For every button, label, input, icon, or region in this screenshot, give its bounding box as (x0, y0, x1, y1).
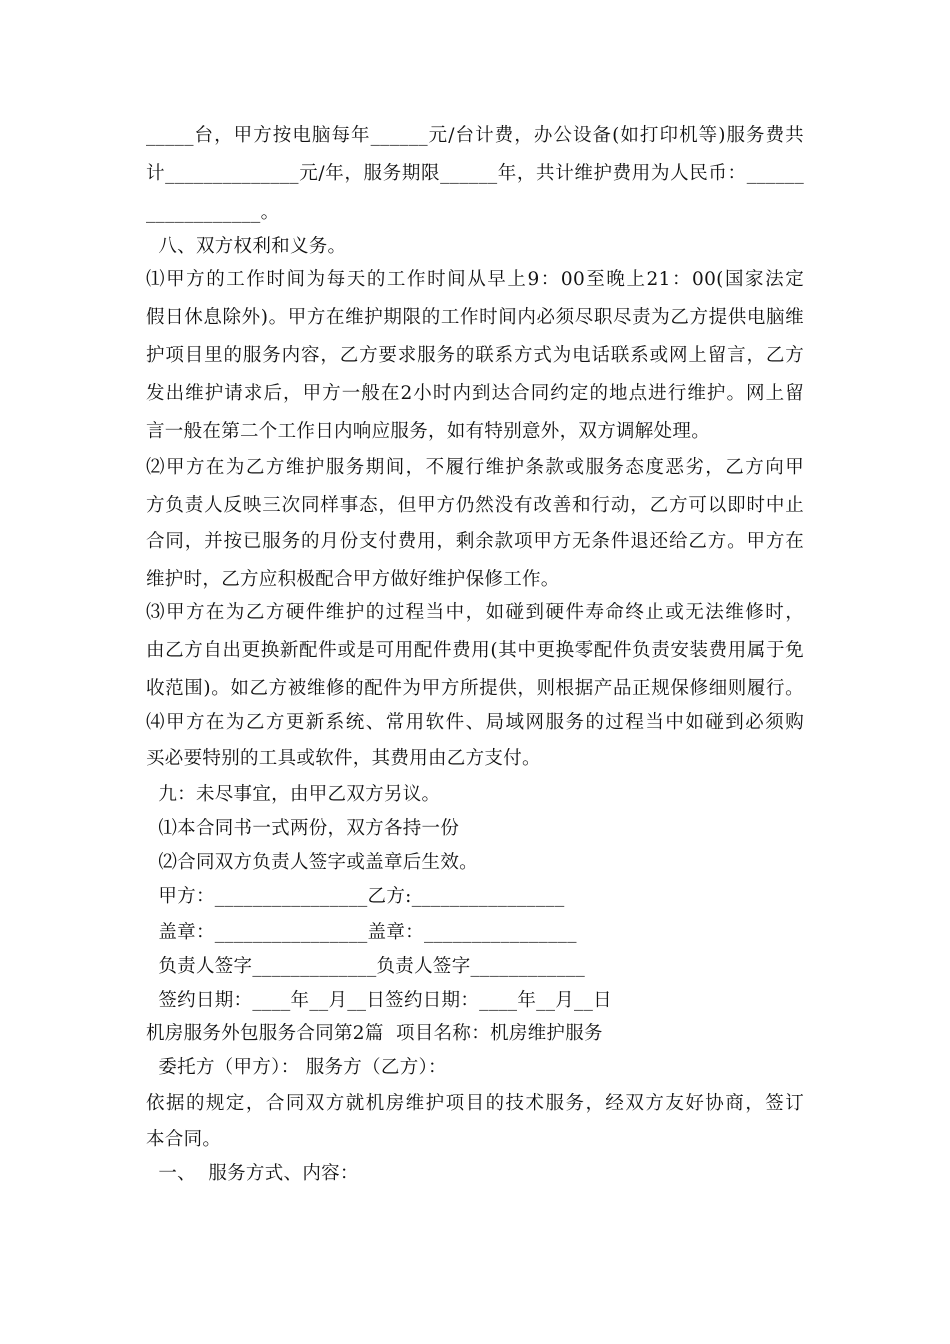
text-line-10: ⑵甲方在为乙方维护服务期间，不履行维护条款或服务态度恶劣，乙方向甲 (146, 457, 804, 478)
text-line-16: 收范围)。如乙方被维修的配件为甲方所提供，则根据产品正规保修细则履行。 (146, 678, 804, 699)
text-line-29: 本合同。 (146, 1129, 222, 1150)
signature-date-line: 签约日期：____年__月__日签约日期：____年__月__日 (146, 990, 612, 1011)
text-line-3: ____________。 (146, 202, 280, 223)
section-heading-8: 八、双方权利和义务。 (146, 236, 347, 257)
signature-seal-line: 盖章：________________盖章：________________ (146, 922, 577, 943)
section-heading-1: 一、 服务方式、内容： (146, 1163, 359, 1184)
text-line-9: 言一般在第二个工作日内响应服务，如有特别意外，双方调解处理。 (146, 421, 711, 442)
text-line-7: 护项目里的服务内容，乙方要求服务的联系方式为电话联系或网上留言，乙方 (146, 345, 804, 366)
text-line-12: 合同，并按已服务的月份支付费用，剩余款项甲方无条件退还给乙方。甲方在 (146, 531, 804, 552)
text-line-28: 依据的规定，合同双方就机房维护项目的技术服务，经双方友好协商，签订 (146, 1093, 804, 1114)
text-line-15: 由乙方自出更换新配件或是可用配件费用(其中更换零配件负责安装费用属于免 (146, 640, 804, 661)
signature-party-line: 甲方：________________乙方:________________ (146, 886, 565, 907)
parties-line: 委托方（甲方）： 服务方（乙方）： (146, 1057, 447, 1078)
signature-person-line: 负责人签字_____________负责人签字____________ (146, 956, 586, 977)
text-line-20: ⑴本合同书一式两份，双方各持一份 (146, 818, 460, 839)
text-line-2: 计______________元/年，服务期限______年，共计维护费用为人民币：______ (146, 163, 804, 184)
contract-title-line: 机房服务外包服务合同第2篇 项目名称：机房维护服务 (146, 1023, 603, 1044)
text-line-5: ⑴甲方的工作时间为每天的工作时间从早上9：00至晚上21：00(国家法定 (146, 269, 804, 290)
text-line-18: 买必要特别的工具或软件，其费用由乙方支付。 (146, 748, 541, 769)
section-heading-9: 九：未尽事宜，由甲乙双方另议。 (146, 784, 441, 805)
text-line-13: 维护时，乙方应积极配合甲方做好维护保修工作。 (146, 569, 560, 590)
text-line-8: 发出维护请求后，甲方一般在2小时内到达合同约定的地点进行维护。网上留 (146, 383, 804, 404)
text-line-6: 假日休息除外)。甲方在维护期限的工作时间内必须尽职尽责为乙方提供电脑维 (146, 307, 804, 328)
text-line-14: ⑶甲方在为乙方硬件维护的过程当中，如碰到硬件寿命终止或无法维修时， (146, 602, 804, 623)
text-line-21: ⑵合同双方负责人签字或盖章后生效。 (146, 852, 478, 873)
text-line-17: ⑷甲方在为乙方更新系统、常用软件、局域网服务的过程当中如碰到必须购 (146, 712, 804, 733)
text-line-1: _____台，甲方按电脑每年______元/台计费，办公设备(如打印机等)服务费共 (146, 125, 804, 146)
text-line-11: 方负责人反映三次同样事态，但甲方仍然没有改善和行动，乙方可以即时中止 (146, 495, 804, 516)
